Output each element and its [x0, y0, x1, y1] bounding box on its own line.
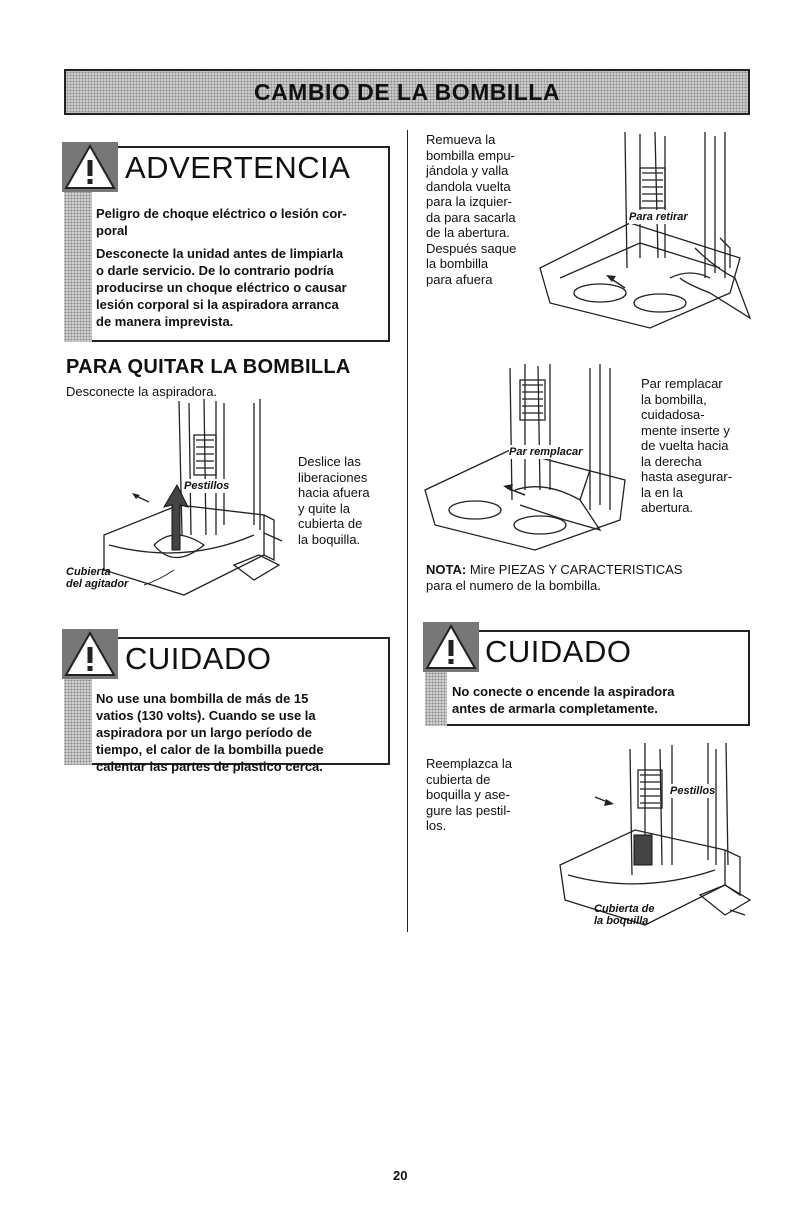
warning-triangle-icon: [423, 622, 479, 672]
page-title-bar: [64, 69, 750, 115]
section-intro: Desconecte la aspiradora.: [66, 384, 218, 399]
step3-line: cuidadosa-: [641, 407, 705, 422]
step3-line: hasta asegurar-: [641, 469, 733, 484]
warning1-line5: producirse un choque eléctrico o causar: [96, 280, 347, 295]
step1-line: Deslice las: [298, 454, 361, 469]
warning1-line6: lesión corporal si la aspiradora arranca: [96, 297, 339, 312]
warning-heading-cuidado-left: CUIDADO: [125, 641, 272, 676]
step1-line: hacia afuera: [298, 485, 370, 500]
label-cover-4b: la boquilla: [594, 915, 649, 927]
warning2-line3: aspiradora por un largo período de: [96, 725, 312, 740]
warning1-line2: poral: [96, 223, 128, 238]
label-cover-4a: Cubierta de: [594, 903, 655, 915]
warning2-line4: tiempo, el calor de la bombilla puede: [96, 742, 324, 757]
step4-line: Reemplazca la: [426, 756, 512, 771]
illustration-remove-bulb: [530, 128, 755, 333]
warning1-line7: de manera imprevista.: [96, 314, 234, 329]
warning1-line1: Peligro de choque eléctrico o lesión cor-: [96, 206, 347, 221]
warning-triangle-icon: [62, 629, 118, 679]
warning-heading-advertencia: ADVERTENCIA: [125, 150, 351, 185]
label-cover-1a: Cubierta: [66, 566, 111, 578]
step1-line: liberaciones: [298, 469, 368, 485]
step2-line: para afuera: [426, 271, 493, 287]
label-replace-bulb: Par remplacar: [509, 446, 583, 458]
note-line-1: [426, 562, 682, 578]
page-title: CAMBIO DE LA BOMBILLA: [253, 78, 561, 105]
step1-line: cubierta de: [298, 516, 363, 531]
step2-line: para la izquier-: [426, 194, 512, 209]
step3-line: abertura.: [641, 500, 694, 515]
note-text-2: para el numero de la bombilla.: [426, 578, 601, 593]
step1-line: y quite la: [298, 500, 351, 516]
step4-line: boquilla y ase-: [426, 787, 510, 802]
step3-line: mente inserte y: [641, 422, 730, 438]
warning-text-cuidado-left: [96, 690, 386, 775]
step1-line: la boquilla.: [298, 531, 361, 547]
step3-line: la bombilla,: [641, 391, 707, 407]
section-heading: PARA QUITAR LA BOMBILLA: [66, 356, 351, 378]
step1-text: [298, 454, 370, 547]
step4-line: cubierta de: [426, 771, 491, 787]
step4-line: los.: [426, 818, 447, 833]
warning2-line2: vatios (130 volts). Cuando se use la: [96, 708, 316, 723]
warning2-line1: No use una bombilla de más de 15: [96, 691, 309, 706]
step2-line: la bombilla: [426, 256, 489, 271]
step2-line: jándola y valla: [426, 163, 509, 178]
column-divider: [407, 130, 408, 932]
step2-line: bombilla empu-: [426, 147, 515, 163]
label-latches-4: Pestillos: [670, 785, 716, 797]
step3-line: la en la: [641, 484, 683, 500]
page-number: 20: [393, 1168, 408, 1183]
illustration-replace-bulb: [415, 360, 640, 565]
note-label: NOTA:: [426, 562, 467, 577]
warning-heading-cuidado-right: CUIDADO: [485, 634, 632, 669]
warning2-line5: calentar las partes de plastico cerca.: [96, 759, 323, 774]
step2-line: Después saque: [426, 240, 517, 256]
label-latches-1: Pestillos: [184, 480, 230, 492]
step2-line: Remueva la: [426, 132, 496, 147]
step4-text: [426, 756, 512, 834]
label-remove-bulb: Para retirar: [629, 211, 688, 223]
warning-triangle-icon: [62, 142, 118, 192]
warning1-line3: Desconecte la unidad antes de limpiarla: [96, 246, 344, 261]
step2-line: da para sacarla: [426, 209, 516, 225]
warning-text-cuidado-right: [452, 683, 747, 717]
label-cover-1b: del agitador: [66, 578, 129, 590]
step3-text: [641, 376, 732, 516]
step2-line: de la abertura.: [426, 225, 510, 240]
step3-line: de vuelta hacia: [641, 438, 729, 453]
warning-text-advertencia: [96, 205, 381, 330]
step2-text: [426, 132, 516, 287]
warning3-line1: No conecte o encende la aspiradora: [452, 684, 675, 699]
warning1-line4: o darle servicio. De lo contrario podría: [96, 263, 334, 278]
note-block: [426, 562, 682, 594]
warning3-line2: antes de armarla completamente.: [452, 701, 658, 716]
step4-line: gure las pestil-: [426, 802, 511, 818]
step3-line: la derecha: [641, 453, 702, 469]
note-text-1: Mire PIEZAS Y CARACTERISTICAS: [469, 562, 683, 577]
step2-line: dandola vuelta: [426, 178, 511, 194]
step3-line: Par remplacar: [641, 376, 723, 391]
